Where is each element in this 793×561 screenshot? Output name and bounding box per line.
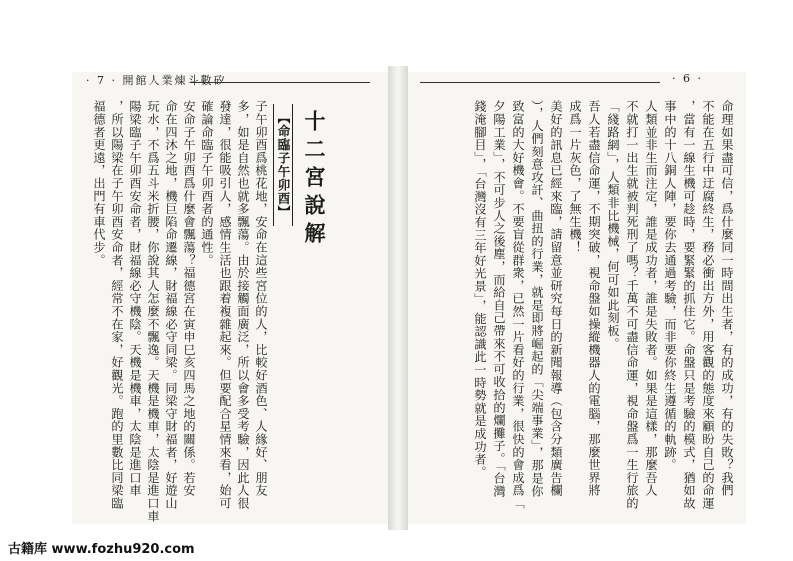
right-text-column: 命理如果盡可信，爲什麼同一時間出生者，有的成功，有的失敗？我們: [720, 100, 734, 497]
right-text-column: 「綫路網」，人類非比機械，何可如此刻板。: [606, 100, 620, 350]
right-text-column: 人類並非生而注定，誰是成功者，誰是失敗者。如果是這樣，那麼吾人: [644, 100, 658, 497]
right-text-column: 吾人若盡信命運，不期突破，視命盤如操縱機器人的電腦，那麼世界將: [587, 100, 601, 497]
right-header-rule: [420, 82, 660, 83]
left-page-header: · 7 · 開館人業煉斗數矽: [86, 74, 227, 87]
left-text-column: 命在四沐之地，機巨陷命遷線，財福線必守同梁。同梁守財福者，好遊山: [164, 100, 178, 510]
right-text-column: 成爲一片灰色，了無生機！: [568, 100, 582, 254]
left-text-column: 安命子午卯酉爲什麼會飄蕩？福德宮在寅申巳亥四馬之地的關係。若安: [182, 100, 196, 497]
left-text-column: ，所以陽梁在子午卯酉安命者，經常不在家，好觀光。跑的里數比同梁臨: [110, 100, 124, 510]
left-header-rule: [190, 82, 370, 83]
chapter-title: 十二宮說解: [302, 110, 327, 250]
watermark-footer: [8, 538, 195, 557]
left-text-column: 福德者更遠，出門有車代步。: [92, 100, 106, 267]
left-text-column: 多，如是自然也就多飄蕩。由於接觸面廣泛，所以會多受考驗，因此人很: [236, 100, 250, 510]
right-text-column: 錢淹腳目」，「台灣沒有三年好光景」，能認識此一時勢就是成功者。: [473, 100, 487, 479]
right-text-column: 不就打一出生就被判死刑了嗎？千萬不可盡信命運，視命盤爲一生行旅的: [625, 100, 639, 510]
watermark-site-name: 古籍库: [8, 542, 48, 557]
section-heading: 【命臨子午卯酉】: [273, 104, 293, 226]
watermark-url[interactable]: www.fozhu920.com: [51, 542, 195, 557]
left-text-column: 陽梁臨子午卯酉安命者，財福線必守機陰。天機是機車，太陰是進口車: [128, 100, 142, 497]
right-text-column: 夕陽工業」，不可步人之後塵，而給自己帶來不可收拾的爛攤子。「台灣: [492, 100, 506, 498]
left-text-column: 玩水，不爲五斗米折腰，你說其人怎麼不飄逸。天機是機車，太陰是進口車: [146, 100, 160, 523]
left-text-column: 確論命臨子午卯酉者的通性。: [200, 100, 214, 267]
book-spine: [388, 66, 408, 530]
right-text-column: 不能在五行中迂腐終生，務必衝出方外，用客觀的態度來顧盼自己的命運: [701, 100, 715, 510]
right-text-column: ），人們刻意攻訐、曲扭的行業，就是即將崛起的「尖端事業」，那是你: [530, 100, 544, 498]
right-text-column: 美好的訊息已經來臨，請留意並研究每日的新聞報導（包含分類廣告欄: [549, 100, 563, 497]
left-text-column: 子午卯酉爲桃花地，安命在這些宮位的人，比較好酒色、人緣好、朋友: [254, 100, 268, 497]
right-text-column: 致富的大好機會。不要盲從群衆，已然一片看好的行業，很快的會成爲「: [511, 100, 525, 510]
right-page-header: · 6 ·: [672, 72, 703, 85]
left-text-column: 發達，很能吸引人，感情生活也跟着複雜起來。但要配合星情來看，始可: [218, 100, 232, 510]
right-text-column: ，當有一線生機可趁時，要緊緊的抓住它。命盤只是考驗的模式，猶如故: [682, 100, 696, 510]
right-text-column: 事中的十八銅人陣，要你去通過考驗，而非要你終生遵循的軌跡。: [663, 100, 677, 472]
